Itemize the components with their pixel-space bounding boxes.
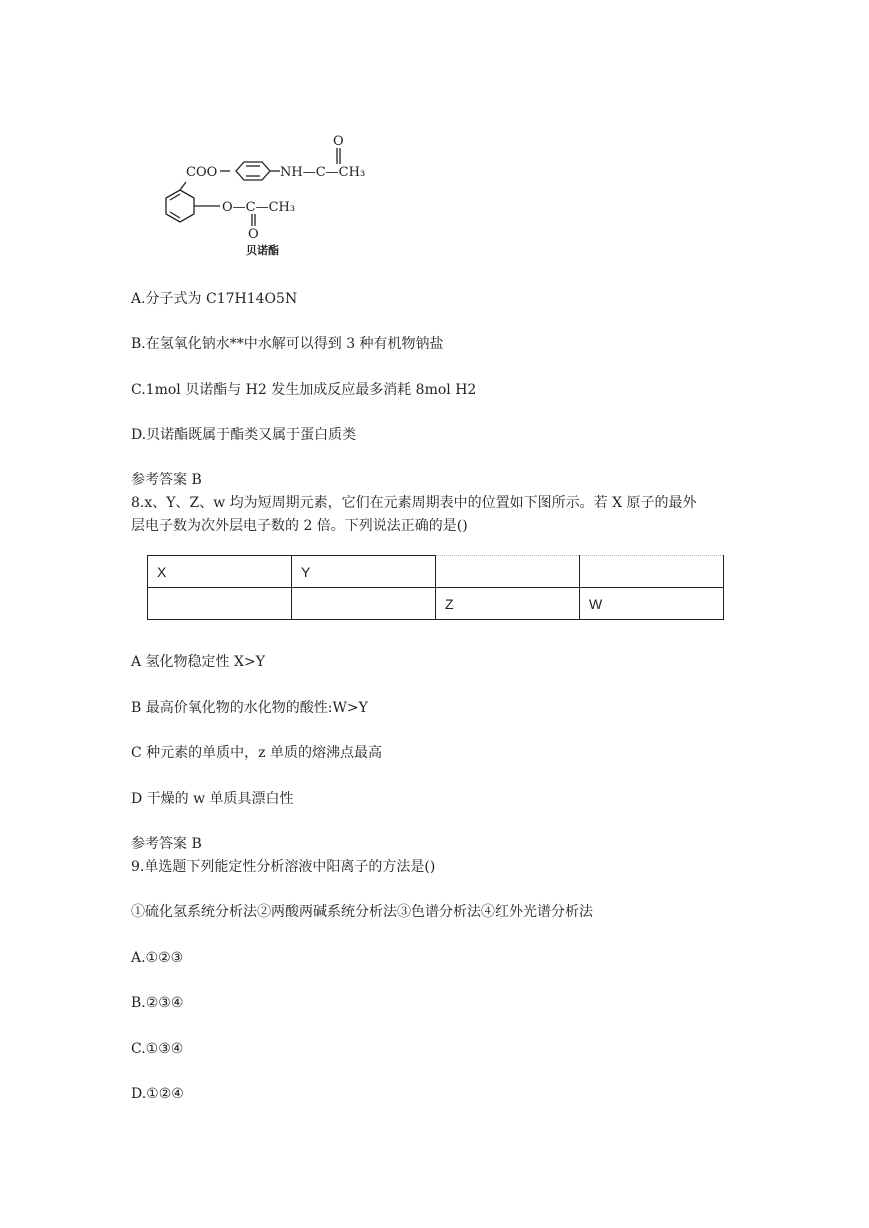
table-cell: [436, 556, 580, 588]
periodic-position-table: [147, 555, 724, 620]
q7-option-d: D.贝诺酯既属于酯类又属于蛋白质类: [131, 427, 357, 443]
benzene-ring-lower: [166, 190, 194, 222]
structure-caption: 贝诺酯: [246, 244, 279, 257]
q7-option-a: A.分子式为 C17H14O5N: [131, 291, 298, 307]
structure-o-bottom-label: O: [248, 227, 259, 242]
q7-answer: 参考答案 B: [131, 472, 202, 488]
table-cell: [292, 588, 436, 620]
structure-o-ester-label: O—C—CH₃: [222, 200, 296, 215]
q8-option-d: D 干燥的 w 单质具漂白性: [131, 791, 294, 807]
q9-methods: ①硫化氢系统分析法②两酸两碱系统分析法③色谱分析法④红外光谱分析法: [131, 904, 593, 920]
q7-option-b: B.在氢氧化钠水**中水解可以得到 3 种有机物钠盐: [131, 336, 444, 352]
table-cell: [580, 556, 724, 588]
q9-stem: 9.单选题下列能定性分析溶液中阳离子的方法是(): [131, 859, 436, 875]
q9-option-c: C.①③④: [131, 1041, 184, 1057]
q8-option-b: B 最高价氧化物的水化物的酸性:W>Y: [131, 700, 368, 716]
benorilate-structure: [158, 128, 398, 260]
structure-o-top-label: O: [333, 134, 344, 149]
q9-option-b: B.②③④: [131, 995, 184, 1011]
q9-option-a: A.①②③: [131, 950, 184, 966]
table-row: [148, 556, 724, 588]
structure-nh-label: NH—C—CH₃: [280, 165, 366, 180]
structure-coo-label: COO: [186, 165, 218, 180]
table-cell: W: [580, 588, 724, 620]
table-cell: X: [148, 556, 292, 588]
table-cell: Y: [292, 556, 436, 588]
q8-stem-line1: 8.x、Y、Z、w 均为短周期元素，它们在元素周期表中的位置如下图所示。若 X 原子的最外: [131, 495, 697, 511]
table-row: [148, 588, 724, 620]
q8-answer: 参考答案 B: [131, 836, 202, 852]
q8-stem-line2: 层电子数为次外层电子数的 2 倍。下列说法正确的是(): [131, 518, 468, 534]
q8-option-c: C 种元素的单质中，z 单质的熔沸点最高: [131, 745, 382, 761]
q7-option-c: C.1mol 贝诺酯与 H2 发生加成反应最多消耗 8mol H2: [131, 382, 477, 398]
benzene-ring-upper: [236, 162, 270, 180]
q8-option-a: A 氢化物稳定性 X>Y: [131, 654, 265, 670]
table-cell: Z: [436, 588, 580, 620]
table-cell: [148, 588, 292, 620]
q9-option-d: D.①②④: [131, 1086, 184, 1102]
